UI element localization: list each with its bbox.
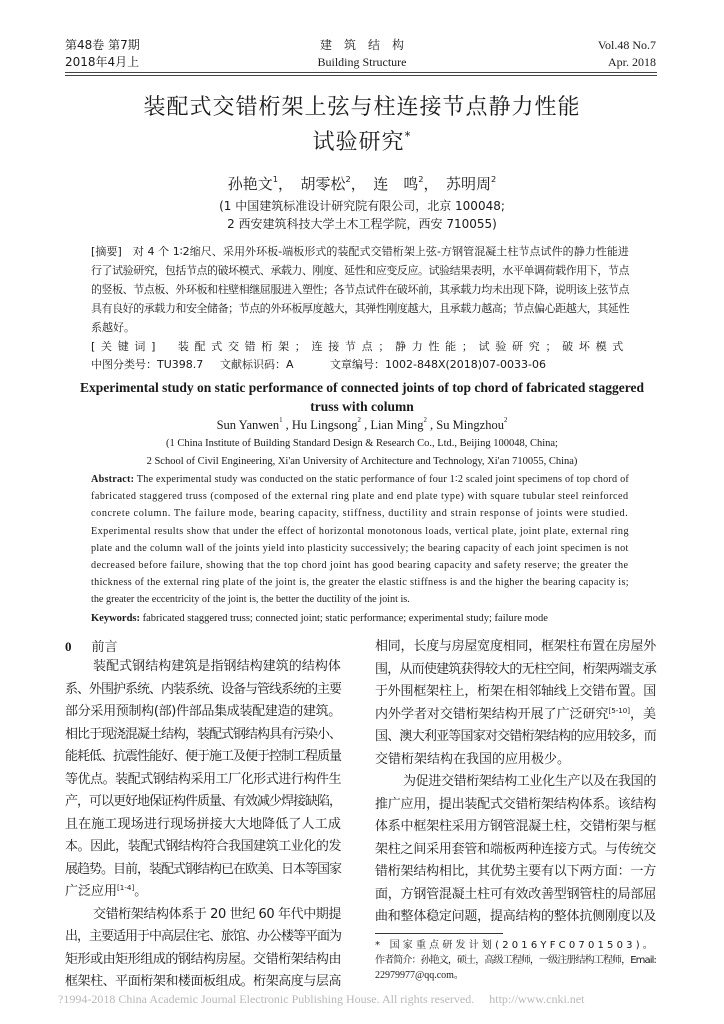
authors-en: Sun Yanwen$^1$ , Hu Lingsong$^2$ , Lian Ming$^2$ , Su Mingzhou$^2$ — [216, 417, 508, 432]
body-line — [93, 659, 341, 675]
keywords-en — [91, 612, 548, 625]
body-line — [65, 839, 341, 855]
body-line — [375, 842, 656, 858]
volume-issue: 第48卷 第7期 — [65, 38, 140, 52]
abstract-label: Abstract: — [91, 474, 135, 485]
affiliation-en-1: (1 China Institute of Building Standard Design & Research Co., Ltd., Beijing 100048, China; — [166, 438, 558, 449]
issue-date-en: Apr. 2018 — [608, 55, 656, 69]
line-text: 推广应用，提出装配式交错桁架结构体系。该结构 — [375, 796, 656, 812]
line-text: 于外围框架柱上，桁架在相邻轴线上交错布置。国 — [375, 684, 656, 699]
abstract-en-line — [91, 473, 629, 486]
abstract-cn-line — [91, 283, 629, 297]
body-line — [375, 639, 656, 655]
line-text: thickness of the external ring plate of the joint is, the greater the elastic stiffness is and the higher the bearing capacity is; — [91, 577, 629, 589]
author-bio-footnote — [375, 954, 656, 967]
body-line — [375, 887, 656, 903]
body-line — [65, 772, 341, 788]
abstract-en-line — [91, 507, 628, 520]
footnote-text: 作者简介：孙艳文，硕士，高级工程师，一级注册结构工程师，Email: — [375, 955, 656, 966]
author-name: 连 鸣 — [373, 175, 419, 193]
body-line — [65, 704, 341, 720]
body-line — [375, 909, 656, 925]
body-line — [375, 729, 656, 745]
line-text: 等优点。装配式钢结构采用工厂化形式进行构件生 — [65, 771, 341, 787]
issue-date-cn: 2018年4月上 — [65, 55, 140, 69]
affiliation-mark: 2 — [345, 174, 351, 184]
title-line: 试验研究 — [312, 130, 405, 155]
keywords-cn — [91, 340, 629, 354]
abstract-cn-line — [91, 264, 629, 278]
line-text: 本。因此，装配式钢结构符合我国建筑工业化的发 — [65, 839, 341, 854]
body-line — [65, 682, 341, 698]
section-title: 前言 — [91, 640, 118, 655]
abstract-cn-line — [91, 302, 629, 316]
line-text: 相比于现浇混凝土结构，装配式钢结构具有污染小、 — [65, 726, 341, 742]
keywords-label: Keywords: — [91, 613, 140, 624]
body-line — [65, 862, 341, 878]
line-text: decreased before failure, showing that the top chord joint has good bearing capacity and safety reserve; the greater the — [91, 560, 629, 571]
article-number: 文章编号：1002-848X(2018)07-0033-06 — [330, 358, 546, 371]
body-line — [375, 864, 656, 880]
body-line — [65, 974, 341, 990]
line-text: 广泛应用 — [65, 884, 118, 899]
affiliation-en-2: 2 School of Civil Engineering, Xi'an University of Architecture and Technology, Xi'an 710055, China) — [146, 456, 578, 467]
line-text: 展趋势。目前，装配式钢结构已在欧美、日本等国家 — [65, 861, 341, 877]
line-text: the greater the eccentricity of the joint is, the better the ductility of the joint is. — [91, 594, 410, 606]
line-text: 。 — [134, 884, 148, 899]
body-line — [403, 774, 656, 790]
line-text: concrete column. The failure mode, bearing capacity, stiffness, ductility and strain response of joints were studied. — [91, 508, 629, 520]
volume-issue-en: Vol.48 No.7 — [597, 38, 656, 52]
document-code: 文献标识码：A — [220, 358, 294, 371]
author-name: Hu Lingsong — [291, 418, 358, 432]
title-line: 装配式交错桁架上弦与柱连接节点静力性能 — [143, 95, 581, 120]
email-footnote: 22979977@qq.com。 — [375, 970, 464, 981]
line-text: 面，方钢管混凝土柱可有效改善型钢管柱的局部屈 — [375, 886, 656, 902]
line-text: Experimental results show that under the effect of horizontal monotonous loads, vertical plate, joint plate, external ring — [91, 525, 629, 537]
affiliation-mark: 2 — [423, 417, 427, 424]
line-text: 系越好。 — [91, 321, 135, 334]
line-text: 交错桁架结构在我国的应用极少。 — [375, 751, 571, 767]
abstract-en-line — [91, 559, 629, 572]
line-text: 内外学者对交错桁架结构开展了广泛研究 — [375, 706, 609, 722]
author-name: Lian Ming — [370, 418, 424, 432]
keywords-text: [关键词] 装配式交错桁架；连接节点；静力性能；试验研究；破坏模式 — [91, 340, 629, 353]
body-line — [65, 727, 341, 743]
line-text: 相同，长度与房屋宽度相同，框架柱布置在房屋外 — [375, 639, 656, 654]
affiliation-mark: 2 — [503, 417, 508, 424]
author-name: 孙艳文 — [227, 175, 273, 193]
affiliation-mark: 1 — [272, 174, 278, 184]
paper-title-cn — [0, 95, 724, 121]
line-text: The experimental study was conducted on the static performance of four 1∶2 scaled joint specimens of top chord of — [134, 474, 629, 485]
body-line — [65, 794, 341, 810]
line-text: 框架柱、平面桁架和楼面板组成。桁架高度与层高 — [65, 974, 341, 989]
body-line — [375, 662, 656, 678]
authors-cn: 孙艳文$^1$， 胡零松$^2$， 连 鸣$^2$， 苏明周$^2$ — [227, 174, 497, 193]
line-text: 能耗低、抗震性能好、便于施工及便于控制工程质量 — [65, 749, 341, 764]
author-name: 苏明周 — [446, 175, 492, 193]
line-text: 部分采用预制构(部)件部品集成装配建造的建筑。 — [65, 704, 341, 719]
abstract-en-line — [91, 576, 629, 589]
line-text: 的竖板、节点板、外环板和柱壁相继屈服进入塑性；各节点试件在破坏前，其承载力均未出现下降，说明该上弦节点 — [91, 283, 629, 296]
body-line — [65, 952, 341, 968]
line-text: 体系中框架柱采用方钢管混凝土柱，交错桁架与框 — [375, 819, 656, 834]
header-rule — [65, 72, 657, 73]
body-line — [93, 907, 341, 923]
body-line — [375, 707, 656, 723]
citation[interactable]: [5-10] — [608, 705, 631, 715]
body-line — [375, 684, 656, 700]
paper-title-en-2: truss with column — [310, 399, 414, 414]
line-text: 错桁架结构相比，其优势主要有以下两方面：一方 — [375, 864, 656, 879]
abstract-en-line — [91, 490, 629, 503]
author-name: Sun Yanwen — [216, 418, 280, 432]
line-text: 产，可以更好地保证构件质量、有效减少焊接缺陷， — [65, 794, 341, 809]
keywords-text: fabricated staggered truss; connected joint; static performance; experimental study; failure mode — [140, 613, 548, 624]
section-heading — [65, 639, 118, 656]
line-text: 国、澳大利亚等国家对交错桁架结构的应用较多，而 — [375, 729, 656, 744]
journal-name-cn: 建 筑 结 构 — [319, 38, 404, 52]
affiliation-mark: 2 — [357, 417, 361, 424]
body-line — [375, 819, 656, 835]
abstract-en-line — [91, 593, 410, 606]
line-text: 装配式钢结构建筑是指钢结构建筑的结构体 — [93, 659, 341, 674]
body-line — [375, 752, 570, 768]
body-line — [65, 884, 147, 900]
line-text: 出，主要适用于中高层住宅、旅馆、办公楼等平面为 — [65, 929, 341, 944]
affiliation-mark: 2 — [418, 174, 424, 184]
affiliation-cn-2: 2 西安建筑科技大学土木工程学院，西安 710055) — [227, 217, 497, 231]
line-text: 具有良好的承载力和安全储备；节点的外环板厚度越大，其弹性刚度越大，且承载力越高；节点偏心距越大，其延性 — [91, 302, 629, 315]
section-number: 0 — [65, 639, 72, 654]
footnote-mark: * — [404, 129, 412, 143]
line-text: fabricated staggered truss (composed of the external ring plate and end plate type) with square tubular steel reinforced — [91, 491, 629, 503]
copyright-notice: ?1994-2018 China Academic Journal Electronic Publishing House. All rights reserved. http://www.cnki.net — [58, 992, 585, 1006]
header-rule — [65, 75, 657, 76]
line-text: 且在施工现场进行现场拼接大大地降低了人工成 — [65, 816, 341, 832]
abstract-cn-line — [91, 245, 629, 259]
author-name: 胡零松 — [300, 175, 346, 193]
line-text: 围，从而使建筑获得较大的无柱空间，桁架两端支承 — [375, 661, 656, 677]
body-line — [65, 929, 341, 945]
abstract-cn-line — [91, 321, 135, 335]
paper-title-cn-2 — [0, 130, 724, 156]
line-text: 系、外围护系统、内装系统、设备与管线系统的主要 — [65, 681, 341, 697]
paper-title-en: Experimental study on static performance of connected joints of top chord of fabricated staggered — [79, 380, 645, 395]
line-text: 行了试验研究，包括节点的破坏模式、承载力、刚度、延性和应变反应。试验结果表明，水平单调荷载作用下，节点 — [91, 264, 629, 277]
abstract-en-line — [91, 525, 629, 538]
body-line — [375, 797, 656, 813]
clc-number: 中图分类号：TU398.7 — [91, 358, 204, 371]
body-line — [65, 817, 341, 833]
line-text: 曲和整体稳定问题，提高结构的整体抗侧刚度以及 — [375, 909, 656, 924]
affiliation-cn-1: (1 中国建筑标准设计研究院有限公司，北京 100048; — [219, 199, 505, 213]
line-text: 架柱之间采用套管和端板两种连接方式。与传统交 — [375, 841, 656, 857]
footnote-text: * 国家重点研发计划(2016YFC0701503)。 — [375, 940, 656, 951]
body-line — [65, 749, 341, 765]
line-text: 矩形或由矩形组成的钢结构房屋。交错桁架结构由 — [65, 951, 341, 967]
author-name: Su Mingzhou — [436, 418, 504, 432]
line-text: 交错桁架结构体系于 20 世纪 60 年代中期提 — [93, 906, 341, 922]
funding-footnote — [375, 939, 656, 952]
abstract-en-line — [91, 542, 629, 555]
citation[interactable]: [1-4] — [117, 883, 135, 892]
affiliation-mark: 1 — [279, 417, 283, 424]
line-text: [摘要] 对 4 个 1∶2缩尺、采用外环板-端板形式的装配式交错桁架上弦-方钢管混凝土柱节点试件的静力性能进 — [91, 245, 629, 258]
line-text: 为促进交错桁架结构工业化生产以及在我国的 — [403, 774, 656, 789]
line-text: ，美 — [630, 706, 656, 722]
footnote-rule — [375, 933, 503, 934]
journal-name-en: Building Structure — [317, 55, 407, 69]
line-text: plate and the column wall of the joints yield into plasticity successively; the bearing capacity of each joint specimen is not — [91, 542, 629, 554]
affiliation-mark: 2 — [491, 174, 497, 184]
